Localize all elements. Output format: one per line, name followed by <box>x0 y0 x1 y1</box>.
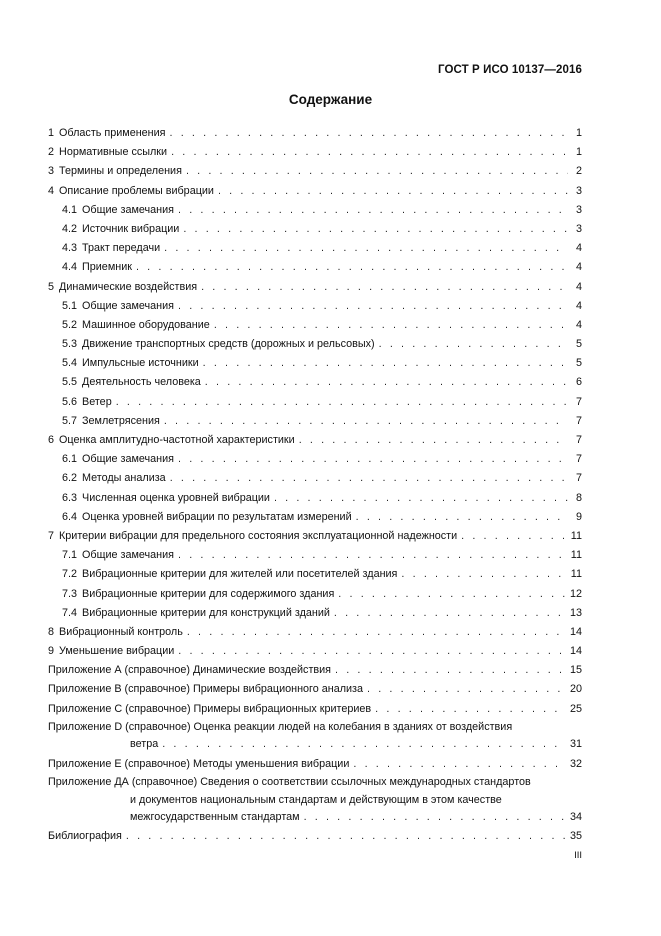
dot-leader <box>379 335 568 354</box>
toc-entry-page: 8 <box>575 491 582 504</box>
toc-entry-number: 7.1 <box>62 549 78 562</box>
toc-entry-page: 1 <box>575 146 582 159</box>
toc-entry-number: 5.4 <box>62 357 78 370</box>
toc-entry-text: Оценка уровней вибрации по результатам измерений <box>82 510 352 523</box>
toc-entry[interactable] <box>48 585 582 604</box>
dot-leader <box>375 700 566 719</box>
dot-leader <box>274 489 568 508</box>
toc-entry-number: 5.3 <box>62 338 78 351</box>
dot-leader <box>353 755 566 774</box>
toc-entry-page: 13 <box>569 606 582 619</box>
dot-leader <box>299 431 568 450</box>
toc-entry[interactable] <box>48 450 582 469</box>
toc-entry-number: 4.3 <box>62 242 78 255</box>
toc-entry-text: Источник вибрации <box>82 222 180 235</box>
toc-entry-page: 7 <box>575 434 582 446</box>
dot-leader <box>214 316 568 335</box>
toc-entry[interactable] <box>48 565 582 584</box>
annex-e-page: 32 <box>569 757 582 770</box>
toc-entry[interactable] <box>48 489 582 508</box>
toc-entry-annex-e[interactable] <box>48 755 582 774</box>
toc-entry-text: Область применения <box>59 127 166 139</box>
toc-entry-page: 11 <box>570 549 582 562</box>
toc-entry-text: Импульсные источники <box>82 357 199 370</box>
toc-entry[interactable] <box>48 661 582 680</box>
toc-entry-page: 4 <box>575 242 582 255</box>
toc-entry[interactable] <box>48 201 582 220</box>
toc-entry-text: Тракт передачи <box>82 242 161 255</box>
toc-entry-number: 4.2 <box>62 222 78 235</box>
toc-entry-bibliography[interactable] <box>48 827 582 846</box>
toc-entry-number: 5.1 <box>62 299 78 312</box>
toc-entry-page: 1 <box>575 127 582 139</box>
toc-entry[interactable] <box>48 700 582 719</box>
toc-entry-text: Приложение А (справочное) Динамические воздействия <box>48 664 332 677</box>
table-of-contents <box>48 124 582 846</box>
dot-leader <box>203 354 568 373</box>
toc-entry-text: Критерии вибрации для предельного состояния эксплуатационной надежности <box>59 529 458 542</box>
toc-entry-number: 2 <box>48 146 55 159</box>
toc-entry[interactable] <box>48 335 582 354</box>
toc-entry[interactable] <box>48 680 582 699</box>
toc-entry-text: Оценка амплитудно-частотной характеристики <box>59 434 295 446</box>
toc-entry-page: 4 <box>575 299 582 312</box>
toc-entry[interactable] <box>48 469 582 488</box>
dot-leader <box>178 297 568 316</box>
toc-entry-number: 5 <box>48 280 55 293</box>
toc-entry-text: Термины и определения <box>59 165 182 178</box>
toc-entry-text: Движение транспортных средств (дорожных и рельсовых) <box>82 338 375 351</box>
dot-leader <box>136 258 568 277</box>
toc-entry-text: Приложение В (справочное) Примеры вибрационного анализа <box>48 683 364 696</box>
toc-entry[interactable] <box>48 642 582 661</box>
page-number: III <box>574 850 582 861</box>
dot-leader <box>218 182 568 201</box>
dot-leader <box>164 239 568 258</box>
toc-entry[interactable] <box>48 278 582 297</box>
toc-entry-number: 6.1 <box>62 453 78 466</box>
toc-entry-page: 20 <box>569 683 582 696</box>
toc-entry-page: 15 <box>569 664 582 677</box>
dot-leader <box>401 565 566 584</box>
toc-entry-page: 3 <box>575 203 582 216</box>
annex-da-line2: и документов национальным стандартам и действующим в этом качестве <box>130 793 502 806</box>
toc-entry-text: Динамические воздействия <box>59 280 198 293</box>
toc-entry-text: Деятельность человека <box>82 376 201 389</box>
toc-entry[interactable] <box>48 124 582 143</box>
dot-leader <box>116 393 568 412</box>
toc-entry-text: Общие замечания <box>82 299 175 312</box>
dot-leader <box>367 680 566 699</box>
toc-entry-number: 5.2 <box>62 318 78 331</box>
toc-entry[interactable] <box>48 297 582 316</box>
toc-entry-page: 4 <box>575 318 582 331</box>
dot-leader <box>164 412 568 431</box>
toc-entry-text: Общие замечания <box>82 453 175 466</box>
toc-entry[interactable] <box>48 239 582 258</box>
toc-entry-number: 8 <box>48 625 55 638</box>
dot-leader <box>178 546 567 565</box>
toc-entry[interactable] <box>48 220 582 239</box>
dot-leader <box>304 809 566 827</box>
toc-entry-text: Общие замечания <box>82 203 175 216</box>
toc-entry-text: Численная оценка уровней вибрации <box>82 491 270 504</box>
toc-entry-number: 3 <box>48 165 55 178</box>
dot-leader <box>126 827 566 846</box>
toc-entry-number: 4.4 <box>62 261 78 274</box>
dot-leader <box>178 642 566 661</box>
toc-entry-text: Описание проблемы вибрации <box>59 184 214 197</box>
dot-leader <box>171 143 568 162</box>
toc-entry[interactable] <box>48 354 582 373</box>
toc-entry-page: 14 <box>569 625 582 638</box>
toc-entry-text: Вибрационные критерии для жителей или посетителей здания <box>82 568 398 581</box>
toc-entry-number: 4.1 <box>62 203 78 216</box>
bibliography-text: Библиография <box>48 829 122 842</box>
toc-entry-text: Общие замечания <box>82 549 175 562</box>
dot-leader <box>178 450 568 469</box>
toc-entry[interactable] <box>48 182 582 201</box>
toc-entry-page: 7 <box>575 395 582 408</box>
toc-entry[interactable] <box>48 527 582 546</box>
dot-leader <box>170 469 568 488</box>
dot-leader <box>178 201 568 220</box>
toc-entry-page: 7 <box>575 472 582 485</box>
toc-entry-text: Методы анализа <box>82 472 166 485</box>
toc-entry-annex-da[interactable] <box>48 774 582 827</box>
toc-entry-page: 7 <box>575 414 582 427</box>
toc-entry-number: 5.6 <box>62 395 78 408</box>
dot-leader <box>170 124 568 143</box>
toc-entry-page: 2 <box>575 165 582 178</box>
toc-entry-number: 5.5 <box>62 376 78 389</box>
toc-entry-page: 11 <box>570 568 582 581</box>
annex-da-line1: Приложение ДА (справочное) Сведения о соответствии ссылочных международных стандартов <box>48 776 531 788</box>
toc-entry-text: Вибрационные критерии для содержимого здания <box>82 587 335 600</box>
toc-entry-text: Нормативные ссылки <box>59 146 168 159</box>
bibliography-page: 35 <box>569 829 582 842</box>
toc-entry-page: 9 <box>575 510 582 523</box>
toc-entry-number: 5.7 <box>62 414 78 427</box>
dot-leader <box>356 508 568 527</box>
toc-entry-text: Машинное оборудование <box>82 318 210 331</box>
dot-leader <box>461 527 567 546</box>
toc-entry[interactable] <box>48 508 582 527</box>
toc-title: Содержание <box>288 92 373 107</box>
toc-entry-page: 7 <box>575 453 582 466</box>
annex-da-page: 34 <box>569 811 582 823</box>
toc-entry-text: Приемник <box>82 261 132 274</box>
toc-entry-text: Вибрационный контроль <box>59 625 183 638</box>
annex-d-page: 31 <box>569 738 582 751</box>
standard-header: ГОСТ Р ИСО 10137—2016 <box>437 64 582 76</box>
annex-e-text: Приложение Е (справочное) Методы уменьшения вибрации <box>48 757 350 770</box>
toc-entry[interactable] <box>48 316 582 335</box>
toc-entry[interactable] <box>48 431 582 450</box>
toc-entry-number: 6.3 <box>62 491 78 504</box>
toc-entry-text: Ветер <box>82 395 112 408</box>
toc-entry-number: 1 <box>48 127 55 139</box>
toc-entry-text: Приложение С (справочное) Примеры вибрационных критериев <box>48 702 372 715</box>
toc-entry-number: 7.2 <box>62 568 78 581</box>
dot-leader <box>183 220 568 239</box>
toc-entry-number: 9 <box>48 645 55 658</box>
toc-entry[interactable] <box>48 546 582 565</box>
dot-leader <box>187 623 566 642</box>
toc-entry-page: 3 <box>575 184 582 197</box>
toc-entry-page: 4 <box>575 280 582 293</box>
toc-entry-number: 4 <box>48 184 55 197</box>
toc-entry-page: 25 <box>569 702 582 715</box>
annex-da-line3: межгосударственным стандартам <box>130 811 300 823</box>
toc-entry[interactable] <box>48 412 582 431</box>
toc-entry[interactable] <box>48 623 582 642</box>
toc-entry-page: 5 <box>575 357 582 370</box>
annex-d-line1: Приложение D (справочное) Оценка реакции людей на колебания в зданиях от воздействия <box>48 720 513 733</box>
toc-entry-number: 6.4 <box>62 510 78 523</box>
toc-entry[interactable] <box>48 393 582 412</box>
toc-entry-text: Уменьшение вибрации <box>59 645 175 658</box>
toc-entry-number: 7.4 <box>62 606 78 619</box>
toc-entry[interactable] <box>48 258 582 277</box>
toc-entry-page: 14 <box>569 645 582 658</box>
toc-entry-page: 5 <box>575 338 582 351</box>
dot-leader <box>338 585 566 604</box>
toc-entry-number: 6.2 <box>62 472 78 485</box>
toc-entry-page: 11 <box>570 529 582 542</box>
toc-entry-page: 12 <box>569 587 582 600</box>
dot-leader <box>205 373 568 392</box>
toc-entry-number: 6 <box>48 434 55 446</box>
toc-entry[interactable] <box>48 604 582 623</box>
dot-leader <box>186 162 568 181</box>
toc-entry-text: Землетрясения <box>82 414 160 427</box>
toc-entry[interactable] <box>48 373 582 392</box>
dot-leader <box>162 736 566 754</box>
annex-d-line2: ветра <box>130 738 159 751</box>
toc-entry[interactable] <box>48 143 582 162</box>
dot-leader <box>201 278 568 297</box>
toc-entry-text: Вибрационные критерии для конструкций зданий <box>82 606 330 619</box>
toc-entry-page: 4 <box>575 261 582 274</box>
toc-entry-page: 3 <box>575 222 582 235</box>
dot-leader <box>334 604 566 623</box>
toc-entry-number: 7.3 <box>62 587 78 600</box>
toc-entry-annex-d[interactable] <box>48 719 582 754</box>
toc-entry-number: 7 <box>48 529 55 542</box>
dot-leader <box>335 661 566 680</box>
toc-entry-page: 6 <box>575 376 582 389</box>
toc-entry[interactable] <box>48 162 582 181</box>
